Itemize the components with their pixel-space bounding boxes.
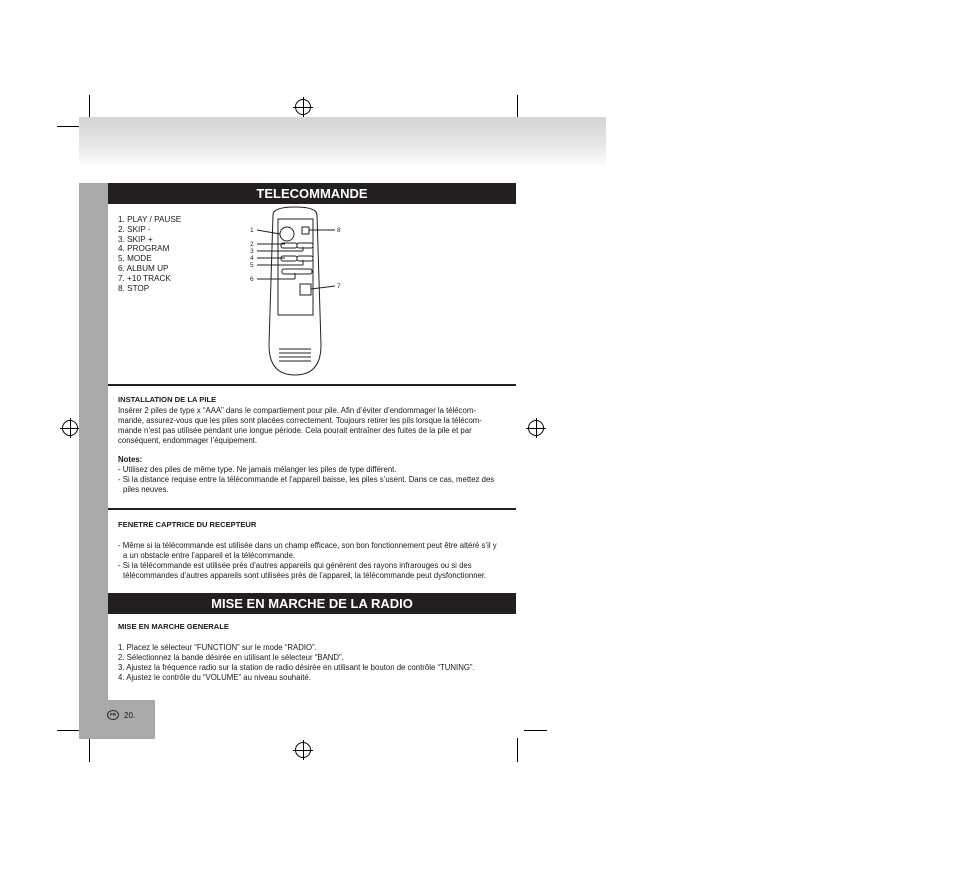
note-item: - Si la distance requise entre la télécommande et l’appareil baisse, les piles s’usent. Dans ce cas, mettez des bbox=[118, 475, 495, 484]
stop-button bbox=[302, 227, 309, 234]
step-item: 4. Ajustez le contrôle du “VOLUME” au niveau souhaité. bbox=[118, 673, 311, 682]
page-number: 20. bbox=[124, 710, 136, 720]
page-footer bbox=[107, 710, 135, 720]
callout-label: 6 bbox=[250, 276, 254, 283]
crop-mark bbox=[57, 730, 81, 731]
callout-label: 3 bbox=[250, 248, 254, 255]
list-item: 1. PLAY / PAUSE bbox=[118, 215, 182, 224]
crop-mark bbox=[57, 126, 81, 127]
text-line: mande n’est pas utilisée pendant une longue période. Cela pourait entraîner des fuites de la pile et par bbox=[118, 426, 472, 435]
step-item: 3. Ajustez la fréquence radio sur la station de radio désirée en utilisant le bouton de contrôle “TUNING”. bbox=[118, 663, 475, 672]
list-item: 2. SKIP - bbox=[118, 224, 151, 234]
step-item: 1. Placez le sélecteur “FUNCTION” sur le mode “RADIO”. bbox=[118, 643, 317, 652]
crop-mark bbox=[89, 738, 90, 762]
registration-mark-left bbox=[60, 418, 80, 438]
callout-label: 2 bbox=[250, 241, 254, 248]
crop-mark bbox=[517, 738, 518, 762]
text-line: - Même si la télécommande est utilisée dans un champ efficace, son bon fonctionnement peut être altéré s’il y bbox=[118, 541, 497, 550]
list-item: 7. +10 TRACK bbox=[118, 273, 171, 283]
callout-label: 5 bbox=[250, 262, 254, 269]
remote-panel bbox=[278, 219, 313, 315]
section-divider bbox=[108, 508, 516, 510]
list-item: 4. PROGRAM bbox=[118, 244, 170, 254]
registration-mark-right bbox=[526, 418, 546, 438]
text-line: télécommandes d’autres appareils sont utilisées près de l’appareil, la télécommande peut dysfonctionner. bbox=[123, 571, 487, 580]
list-item: 6. ALBUM UP bbox=[118, 263, 169, 273]
remote-button-list bbox=[118, 215, 181, 293]
left-margin-strip bbox=[79, 183, 108, 739]
list-item: 8. STOP bbox=[118, 283, 150, 293]
text-line: mande, assurez-vous que les piles sont placées correctement. Toujours retirer les pils lorsque la télécom- bbox=[118, 416, 482, 425]
play-pause-button bbox=[280, 227, 294, 241]
registration-mark-top bbox=[293, 97, 313, 117]
text-line: a un obstacle entre l’appareil et la télécommande. bbox=[123, 551, 296, 560]
step-item: 2. Sélectionnez la bande désirée en utilisant le sélecteur “BAND”. bbox=[118, 653, 344, 662]
header-band bbox=[79, 117, 606, 167]
text-line: - Si la télécommande est utilisée près d’autres appareils qui génèrent des rayons infrarouges ou si des bbox=[118, 561, 472, 570]
list-item: 5. MODE bbox=[118, 254, 152, 264]
heading-mise-en-marche: MISE EN MARCHE GENERALE bbox=[118, 622, 229, 631]
callout-label: 7 bbox=[337, 283, 341, 290]
heading-installation: INSTALLATION DE LA PILE bbox=[118, 395, 217, 404]
list-item: 3. SKIP + bbox=[118, 234, 153, 244]
notes-label: Notes: bbox=[118, 455, 143, 464]
plus10-button bbox=[300, 284, 311, 295]
installation-text bbox=[118, 406, 518, 446]
heading-fenetre: FENETRE CAPTRICE DU RECEPTEUR bbox=[118, 520, 257, 529]
notes-block bbox=[118, 455, 518, 495]
registration-mark-bottom bbox=[293, 740, 313, 760]
note-item: - Utilisez des piles de même type. Ne jamais mélanger les piles de type différent. bbox=[118, 465, 397, 474]
text-line: conséquent, endommager l’équipement. bbox=[118, 436, 258, 445]
callout-label: 1 bbox=[250, 227, 254, 234]
section-divider bbox=[108, 384, 516, 386]
fenetre-text bbox=[118, 541, 518, 581]
crop-mark bbox=[524, 730, 547, 731]
section-title-telecommande: TELECOMMANDE bbox=[108, 183, 516, 204]
callout-label: 4 bbox=[250, 255, 254, 262]
radio-steps bbox=[118, 643, 518, 683]
section-title-radio: MISE EN MARCHE DE LA RADIO bbox=[108, 593, 516, 614]
callout-label: 8 bbox=[337, 227, 341, 234]
text-line: Insérer 2 piles de type x “AAA” dans le compartiement pour pile. Afin d’éviter d’endommager la télécom- bbox=[118, 406, 476, 415]
note-item: piles neuves. bbox=[123, 485, 169, 494]
language-badge-icon: FR bbox=[107, 710, 119, 720]
remote-control-diagram bbox=[245, 205, 355, 380]
